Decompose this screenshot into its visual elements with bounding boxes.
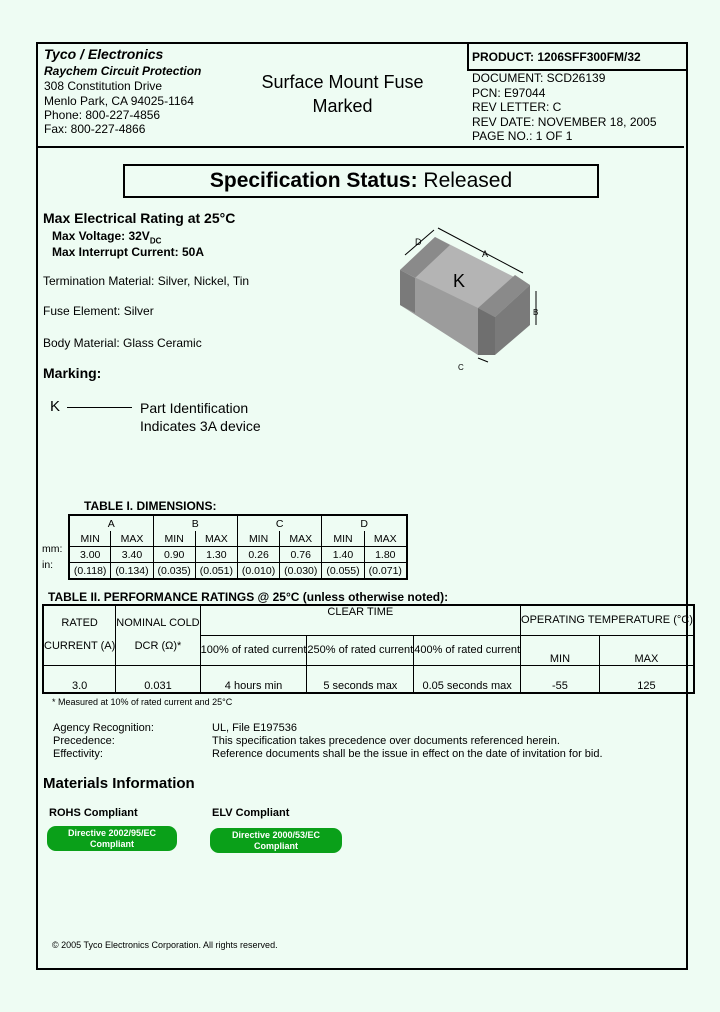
clear-100-header: 100% of rated current <box>200 635 307 665</box>
max-voltage <box>52 229 161 245</box>
table-row <box>69 563 407 580</box>
marking-desc1: Part Identification <box>140 400 249 416</box>
dcr-header <box>116 605 200 665</box>
pcn: PCN: E97044 <box>472 86 546 100</box>
agency-label: Agency Recognition: <box>53 722 154 734</box>
group-a: A <box>69 515 153 531</box>
cell: (0.071) <box>364 563 407 580</box>
rohs-label: ROHS Compliant <box>49 807 138 819</box>
badge-text: Directive 2000/53/EC <box>231 830 321 840</box>
termination-material: Termination Material: Silver, Nickel, Tin <box>43 274 250 288</box>
specification-status <box>123 164 599 198</box>
cell: (0.055) <box>322 563 364 580</box>
rohs-compliant-badge <box>47 826 177 851</box>
status-label: Specification Status: <box>209 169 418 192</box>
title-line1: Surface Mount Fuse <box>261 72 424 92</box>
dim-label-c: C <box>458 363 464 372</box>
document-title <box>230 70 455 118</box>
footnote: * Measured at 10% of rated current and 25°C <box>52 697 233 707</box>
col-header: MAX <box>364 531 407 547</box>
max-voltage-label: Max Voltage: 32V <box>52 229 150 243</box>
product: PRODUCT: 1206SFF300FM/32 <box>472 50 641 64</box>
group-d: D <box>322 515 407 531</box>
table2-title: TABLE II. PERFORMANCE RATINGS @ 25°C (unless otherwise noted): <box>48 590 449 604</box>
cell: 3.0 <box>43 665 116 693</box>
cell: 3.00 <box>69 547 111 563</box>
rev-date: REV DATE: NOVEMBER 18, 2005 <box>472 115 657 129</box>
cell: (0.134) <box>111 563 153 580</box>
cell: -55 <box>521 665 600 693</box>
precedence-value: This specification takes precedence over documents referenced herein. <box>212 735 560 747</box>
dim-label-a: A <box>482 249 489 259</box>
marking-letter: K <box>50 398 61 415</box>
phone: Phone: 800-227-4856 <box>44 108 161 122</box>
title-line2: Marked <box>312 96 373 116</box>
body-material: Body Material: Glass Ceramic <box>43 336 202 350</box>
elv-compliant-badge <box>210 828 342 853</box>
cell: 1.80 <box>364 547 407 563</box>
group-c: C <box>237 515 321 531</box>
clear-time-header: CLEAR TIME <box>200 605 520 635</box>
table-row <box>69 515 407 531</box>
cell: 1.30 <box>195 547 237 563</box>
cell: 4 hours min <box>200 665 307 693</box>
cell: 0.031 <box>116 665 200 693</box>
diagram-mark: K <box>453 271 466 291</box>
clear-250-header: 250% of rated current <box>307 635 414 665</box>
temp-max-header: MAX <box>599 635 693 665</box>
col-header: MAX <box>195 531 237 547</box>
company-name: Tyco / Electronics <box>44 46 164 62</box>
header-text: NOMINAL COLD <box>116 617 200 630</box>
effectivity-label: Effectivity: <box>53 748 103 760</box>
header-text: DCR (Ω)* <box>134 640 182 653</box>
cell: (0.118) <box>69 563 111 580</box>
table-row <box>43 605 694 635</box>
col-header: MIN <box>69 531 111 547</box>
cell: 0.26 <box>237 547 279 563</box>
document-number: DOCUMENT: SCD26139 <box>472 71 606 85</box>
address1: 308 Constitution Drive <box>44 79 163 93</box>
group-b: B <box>153 515 237 531</box>
unit-in: in: <box>42 559 54 571</box>
cell: 3.40 <box>111 547 153 563</box>
badge-text: Directive 2002/95/EC <box>67 828 157 838</box>
badge-text: Compliant <box>90 839 134 849</box>
temp-min-header: MIN <box>521 635 600 665</box>
badge-text: Compliant <box>254 841 298 851</box>
page-number: PAGE NO.: 1 OF 1 <box>472 129 573 143</box>
cell: 0.90 <box>153 547 195 563</box>
copyright: © 2005 Tyco Electronics Corporation. All rights reserved. <box>52 940 278 950</box>
ratings-heading: Max Electrical Rating at 25°C <box>43 210 236 226</box>
table-row <box>69 531 407 547</box>
fuse-diagram <box>390 225 560 375</box>
cell: (0.030) <box>280 563 322 580</box>
col-header: MAX <box>111 531 153 547</box>
effectivity-value: Reference documents shall be the issue in effect on the date of invitation for bid. <box>212 748 603 760</box>
cell: (0.010) <box>237 563 279 580</box>
table1-title: TABLE I. DIMENSIONS: <box>84 499 217 513</box>
header-text: CURRENT (A) <box>44 640 116 653</box>
clear-400-header: 400% of rated current <box>414 635 521 665</box>
marking-heading: Marking: <box>43 365 102 381</box>
address2: Menlo Park, CA 94025-1164 <box>44 94 194 108</box>
operating-temp-header: OPERATING TEMPERATURE (°C) <box>521 605 694 635</box>
cell: (0.051) <box>195 563 237 580</box>
elv-label: ELV Compliant <box>212 807 290 819</box>
col-header: MIN <box>237 531 279 547</box>
unit-mm: mm: <box>42 543 63 555</box>
performance-table <box>42 604 695 694</box>
materials-heading: Materials Information <box>43 775 195 792</box>
cell: 5 seconds max <box>307 665 414 693</box>
cell: 0.05 seconds max <box>414 665 521 693</box>
cell: 125 <box>599 665 693 693</box>
status-value: Released <box>423 169 513 192</box>
max-interrupt-current: Max Interrupt Current: 50A <box>52 245 205 259</box>
cell: (0.035) <box>153 563 195 580</box>
col-header: MAX <box>280 531 322 547</box>
dim-label-d: D <box>415 237 422 247</box>
info-labels <box>53 722 154 761</box>
header-text: RATED <box>61 617 98 630</box>
rev-letter: REV LETTER: C <box>472 100 562 114</box>
dimensions-table <box>68 514 408 580</box>
col-header: MIN <box>153 531 195 547</box>
cell: 0.76 <box>280 547 322 563</box>
table-row <box>43 665 694 693</box>
fax: Fax: 800-227-4866 <box>44 122 146 136</box>
agency-value: UL, File E197536 <box>212 722 297 734</box>
precedence-label: Precedence: <box>53 735 115 747</box>
marking-leader-line <box>67 407 132 408</box>
voltage-subscript: DC <box>149 236 162 246</box>
col-header: MIN <box>322 531 364 547</box>
cell: 1.40 <box>322 547 364 563</box>
division: Raychem Circuit Protection <box>44 64 202 78</box>
dim-label-b: B <box>533 308 539 317</box>
table-row <box>69 547 407 563</box>
marking-desc2: Indicates 3A device <box>140 418 261 434</box>
info-values <box>212 722 603 761</box>
rated-current-header <box>43 605 116 665</box>
fuse-element: Fuse Element: Silver <box>43 304 154 318</box>
